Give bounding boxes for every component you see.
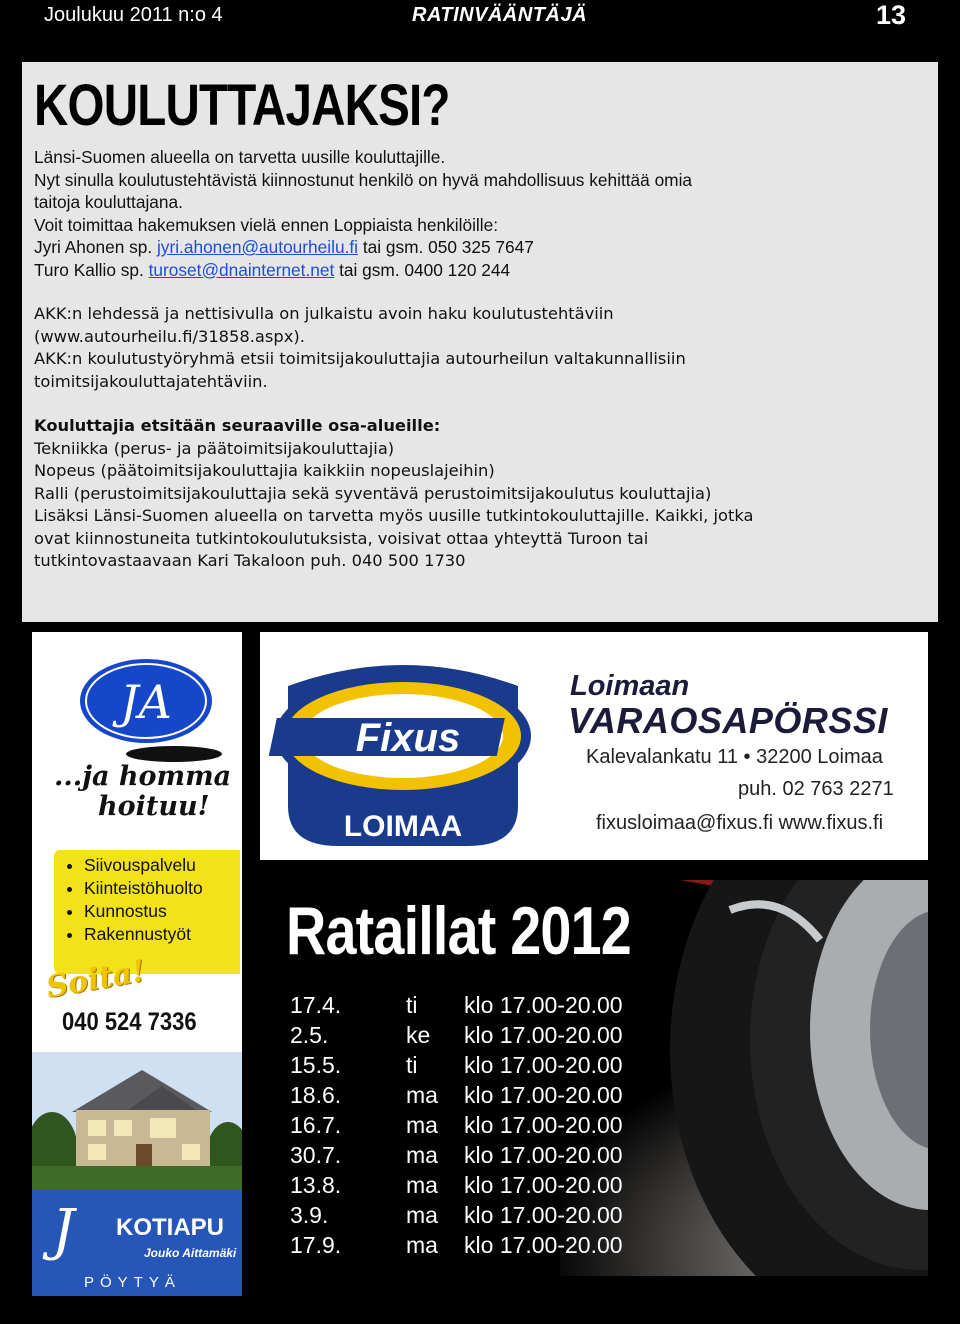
schedule-row: 18.6. ma klo 17.00-20.00 bbox=[290, 1082, 623, 1108]
akk-line: AKK:n koulutustyöryhmä etsii toimitsijakouluttajia autourheilun valtakunnallisiin bbox=[34, 349, 686, 368]
areas-line: ovat kiinnostuneita tutkintokoulutuksista, voisivat ottaa yhteyttä Turoon tai bbox=[34, 528, 649, 548]
kotiapu-ad bbox=[32, 632, 242, 1296]
magazine-name: RATINVÄÄNTÄJÄ bbox=[412, 4, 588, 26]
areas-line: tutkintovastaavaan Kari Takaloon puh. 040 500 1730 bbox=[34, 551, 466, 570]
schedule-row: 16.7. ma klo 17.00-20.00 bbox=[290, 1112, 623, 1138]
rataillat-title: Rataillat 2012 bbox=[286, 893, 631, 969]
issue-label: Joulukuu 2011 n:o 4 bbox=[44, 4, 223, 26]
services-box bbox=[54, 850, 240, 974]
shop-name-line1: Loimaan bbox=[570, 670, 690, 702]
areas-heading: Kouluttajia etsitään seuraaville osa-alueille: bbox=[34, 416, 441, 435]
kotiapu-brand: KOTIAPU bbox=[116, 1214, 224, 1241]
service-item: • Kiinteistöhuolto bbox=[84, 877, 240, 900]
kotiapu-banner bbox=[32, 1190, 242, 1296]
shop-phone: puh. 02 763 2271 bbox=[738, 778, 894, 800]
email-link-jyri[interactable]: jyri.ahonen@autourheilu.fi bbox=[156, 237, 359, 257]
schedule-row: 30.7. ma klo 17.00-20.00 bbox=[290, 1142, 623, 1168]
areas-line: Nopeus (päätoimitsijakouluttajia kaikkiin nopeuslajeihin) bbox=[34, 461, 495, 480]
schedule-row: 15.5. ti klo 17.00-20.00 bbox=[290, 1052, 623, 1078]
svg-text:Fixus: Fixus bbox=[355, 716, 461, 760]
areas-line: Tekniikka (perus- ja päätoimitsijakouluttajia) bbox=[34, 438, 395, 458]
svg-text:JA: JA bbox=[120, 675, 172, 729]
shop-address: Kalevalankatu 11 • 32200 Loimaa bbox=[586, 746, 883, 768]
service-item: • Kunnostus bbox=[84, 900, 240, 923]
page-number: 13 bbox=[876, 0, 907, 30]
slogan: ...ja homma hoituu! bbox=[54, 761, 232, 822]
intro-line: Länsi-Suomen alueella on tarvetta uusille kouluttajille. bbox=[34, 147, 446, 167]
schedule-row: 13.8. ma klo 17.00-20.00 bbox=[290, 1172, 623, 1198]
schedule-row: 17.9. ma klo 17.00-20.00 bbox=[290, 1232, 623, 1258]
kotiapu-initial: J bbox=[52, 1198, 75, 1263]
fixus-ad bbox=[260, 632, 928, 860]
kotiapu-phone: 040 524 7336 bbox=[62, 1008, 197, 1036]
intro-line: Nyt sinulla koulutustehtävistä kiinnostunut henkilö on hyvä mahdollisuus kehittää omia bbox=[34, 169, 693, 190]
shop-name-line2: VARAOSAPÖRSSI bbox=[568, 700, 888, 741]
rataillat-ad bbox=[260, 880, 928, 1276]
article-title: KOULUTTAJAKSI? bbox=[34, 73, 450, 138]
contact-line-jyri: Jyri Ahonen sp. jyri.ahonen@autourheilu.fi tai gsm. 050 325 7647 bbox=[34, 237, 534, 257]
intro-line: Voit toimittaa hakemuksen vielä ennen Loppiaista henkilöille: bbox=[34, 214, 499, 235]
svg-text:LOIMAA: LOIMAA bbox=[343, 810, 463, 843]
akk-line: (www.autourheilu.fi/31858.aspx). bbox=[34, 326, 305, 346]
kotiapu-owner: Jouko Aittamäki bbox=[144, 1246, 237, 1260]
ja-logo-icon bbox=[76, 656, 226, 766]
call-label: Soita! bbox=[43, 953, 148, 1006]
email-link-turo[interactable]: turoset@dnainternet.net bbox=[148, 259, 335, 280]
shop-web[interactable]: fixusloimaa@fixus.fi www.fixus.fi bbox=[596, 812, 884, 834]
schedule-row: 2.5. ke klo 17.00-20.00 bbox=[290, 1022, 623, 1048]
schedule-table bbox=[290, 990, 623, 1260]
akk-line: toimitsijakouluttajatehtäviin. bbox=[34, 371, 268, 391]
house-image bbox=[32, 1052, 242, 1192]
intro-line: taitoja kouluttajana. bbox=[34, 192, 183, 212]
areas-line: Ralli (perustoimitsijakouluttajia sekä syventävä perustoimitsijakoulutus kouluttajia) bbox=[34, 483, 712, 503]
akk-line: AKK:n lehdessä ja nettisivulla on julkaistu avoin haku koulutustehtäviin bbox=[34, 304, 614, 323]
service-item: • Siivouspalvelu bbox=[84, 854, 240, 877]
contact-line-turo: Turo Kallio sp. turoset@dnainternet.net tai gsm. 0400 120 244 bbox=[34, 259, 511, 280]
kotiapu-town: PÖYTYÄ bbox=[84, 1274, 181, 1291]
schedule-row: 17.4. ti klo 17.00-20.00 bbox=[290, 992, 623, 1018]
fixus-logo-icon bbox=[268, 656, 538, 846]
article-body bbox=[34, 146, 914, 573]
article-box bbox=[22, 62, 938, 622]
service-item: • Rakennustyöt bbox=[84, 923, 240, 946]
areas-line: Lisäksi Länsi-Suomen alueella on tarvetta myös uusille tutkintokouluttajille. Kaikki, jotka bbox=[34, 506, 754, 525]
schedule-row: 3.9. ma klo 17.00-20.00 bbox=[290, 1202, 623, 1228]
page-header bbox=[0, 0, 960, 40]
